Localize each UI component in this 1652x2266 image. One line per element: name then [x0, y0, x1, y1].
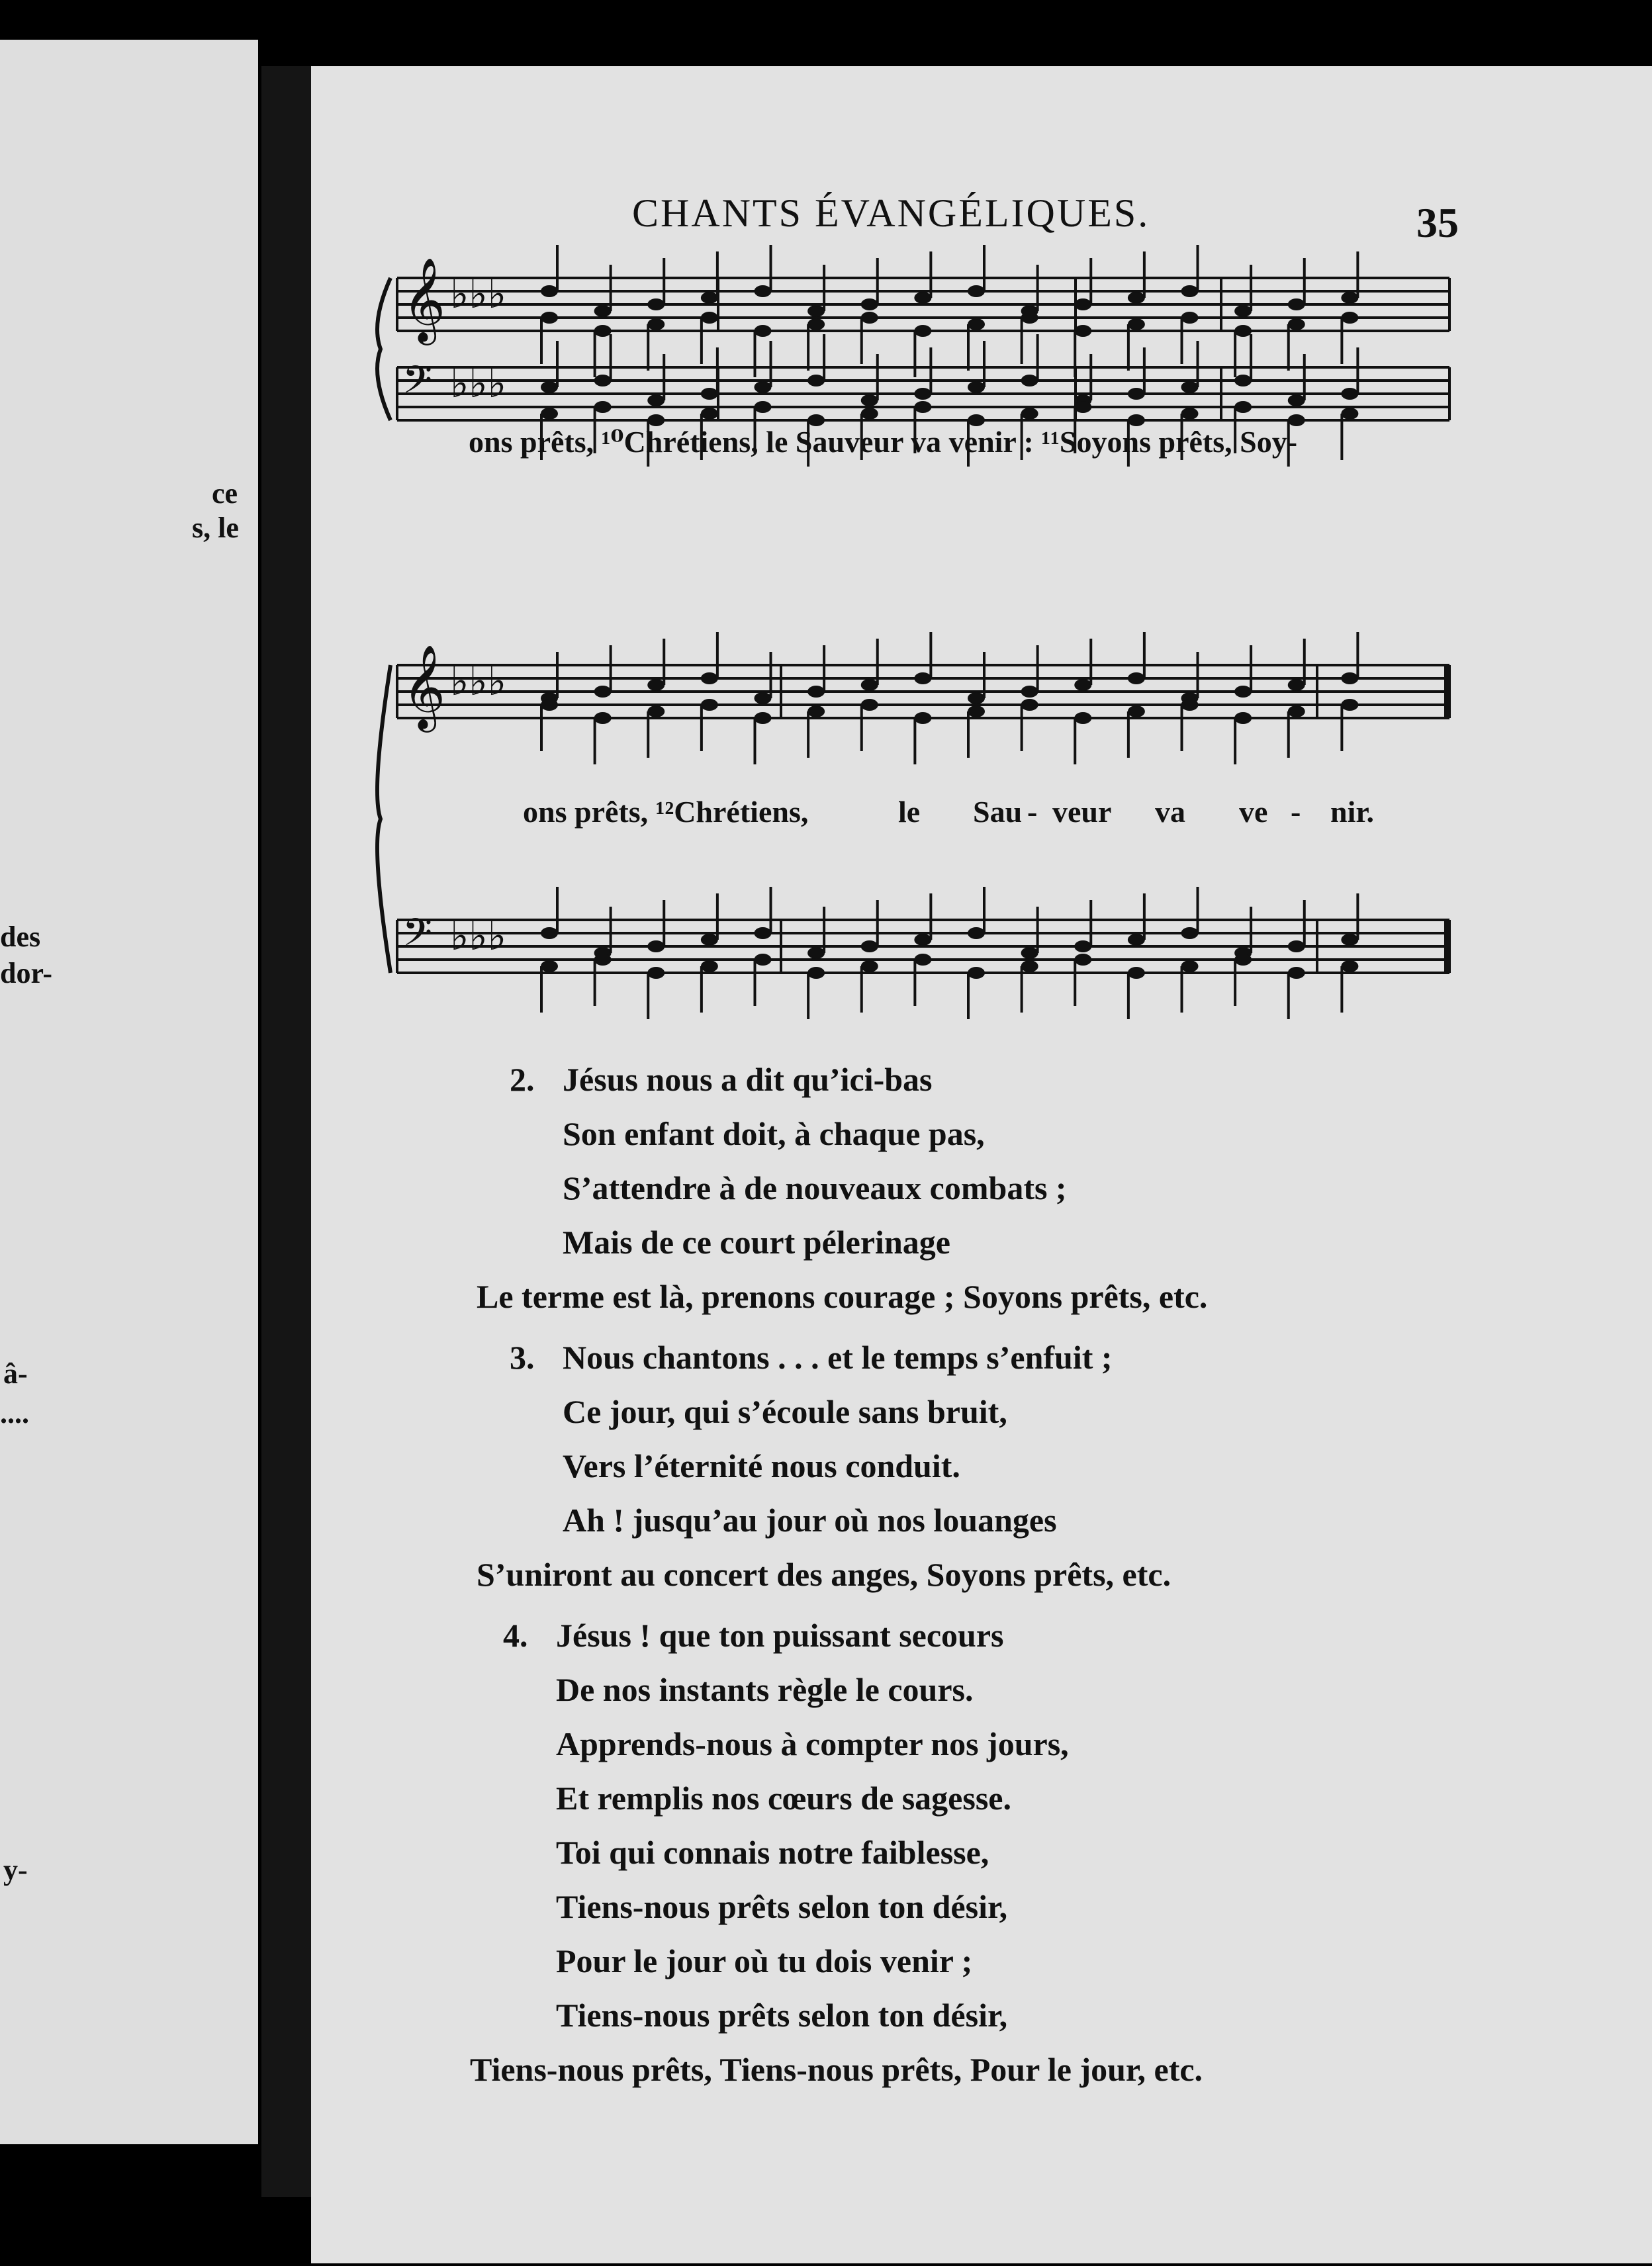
- lyric-syllable: -: [1027, 795, 1038, 829]
- note-head: [1021, 408, 1038, 420]
- note-head: [1234, 712, 1252, 724]
- note-head: [914, 712, 931, 724]
- note-head: [861, 408, 878, 420]
- note-head: [914, 934, 931, 946]
- note-head: [755, 692, 772, 704]
- note-head: [1288, 705, 1305, 717]
- treble-clef: 𝄞: [402, 257, 446, 341]
- note-head: [1128, 318, 1145, 330]
- bass-clef: 𝄢: [402, 357, 433, 412]
- note-head: [914, 388, 931, 400]
- left-fragment: ....: [0, 1397, 29, 1429]
- stanza-4: [470, 1608, 1203, 2097]
- note-head: [1288, 298, 1305, 310]
- note-head: [968, 692, 985, 704]
- lyric-syllable: le: [898, 795, 921, 829]
- note-head: [1128, 934, 1145, 946]
- note-head: [807, 967, 825, 979]
- stanza-number: 4.: [503, 1617, 528, 1654]
- note-head: [541, 312, 558, 324]
- left-fragment: ce: [212, 477, 238, 510]
- note-head: [807, 947, 825, 959]
- note-head: [755, 285, 772, 297]
- note-head: [1021, 686, 1038, 698]
- note-head: [1074, 940, 1091, 952]
- note-head: [1341, 672, 1358, 684]
- note-head: [594, 686, 612, 698]
- note-head: [701, 960, 718, 972]
- note-head: [968, 318, 985, 330]
- note-head: [914, 292, 931, 304]
- note-head: [1234, 686, 1252, 698]
- left-fragment: des: [0, 921, 41, 953]
- page-number: 35: [1416, 199, 1459, 246]
- note-head: [1128, 292, 1145, 304]
- note-head: [701, 699, 718, 711]
- note-head: [594, 401, 612, 413]
- note-head: [1234, 375, 1252, 386]
- verse-line: Pour le jour où tu dois venir ;: [556, 1942, 973, 1979]
- note-head: [1181, 381, 1199, 393]
- note-head: [861, 699, 878, 711]
- note-head: [755, 712, 772, 724]
- note-head: [594, 954, 612, 966]
- note-head: [1021, 312, 1038, 324]
- note-head: [1181, 312, 1199, 324]
- note-head: [1234, 305, 1252, 317]
- note-head: [541, 285, 558, 297]
- note-head: [968, 381, 985, 393]
- verse-line: Vers l’éternité nous conduit.: [563, 1447, 960, 1484]
- note-head: [1288, 940, 1305, 952]
- note-head: [647, 940, 665, 952]
- note-head: [914, 672, 931, 684]
- note-head: [1341, 312, 1358, 324]
- note-head: [647, 705, 665, 717]
- note-head: [701, 292, 718, 304]
- note-head: [1341, 388, 1358, 400]
- note-head: [968, 967, 985, 979]
- note-head: [1288, 394, 1305, 406]
- note-head: [1181, 699, 1199, 711]
- note-head: [1181, 408, 1199, 420]
- note-head: [1021, 699, 1038, 711]
- stanza-2: [477, 1052, 1208, 1324]
- note-head: [861, 312, 878, 324]
- note-head: [1128, 705, 1145, 717]
- note-head: [1128, 388, 1145, 400]
- note-head: [594, 325, 612, 337]
- bass-clef: 𝄢: [402, 910, 433, 964]
- verse-line: De nos instants règle le cours.: [556, 1671, 974, 1708]
- note-head: [755, 381, 772, 393]
- note-head: [1288, 679, 1305, 691]
- verse-line: Son enfant doit, à chaque pas,: [563, 1115, 985, 1152]
- key-signature: ♭♭♭: [450, 361, 506, 407]
- note-head: [1128, 672, 1145, 684]
- note-head: [914, 401, 931, 413]
- lyric-syllable: veur: [1052, 795, 1112, 829]
- note-head: [1234, 954, 1252, 966]
- note-head: [1181, 927, 1199, 939]
- note-head: [914, 325, 931, 337]
- stanza-number: 2.: [510, 1061, 535, 1098]
- note-head: [1074, 298, 1091, 310]
- final-barline: [1444, 665, 1451, 718]
- note-head: [1181, 960, 1199, 972]
- key-signature: ♭♭♭: [450, 271, 506, 318]
- note-head: [1341, 408, 1358, 420]
- page-title: CHANTS ÉVANGÉLIQUES.: [632, 191, 1150, 235]
- final-barline: [1444, 920, 1451, 973]
- note-head: [1021, 947, 1038, 959]
- note-head: [1288, 967, 1305, 979]
- verse-line: Mais de ce court pélerinage: [563, 1224, 950, 1261]
- note-head: [1341, 960, 1358, 972]
- note-head: [647, 967, 665, 979]
- note-head: [1074, 679, 1091, 691]
- stanza-number: 3.: [510, 1339, 535, 1376]
- note-head: [807, 318, 825, 330]
- verse-line: Ah ! jusqu’au jour où nos louanges: [563, 1502, 1057, 1539]
- note-head: [968, 705, 985, 717]
- verse-line: Apprends-nous à compter nos jours,: [556, 1725, 1069, 1762]
- verse-line: Toi qui connais notre faiblesse,: [556, 1834, 989, 1871]
- note-head: [541, 699, 558, 711]
- note-head: [968, 285, 985, 297]
- note-head: [701, 672, 718, 684]
- note-head: [594, 712, 612, 724]
- note-head: [701, 312, 718, 324]
- note-head: [861, 960, 878, 972]
- note-head: [1128, 967, 1145, 979]
- left-fragment: dor-: [0, 957, 53, 989]
- note-head: [755, 954, 772, 966]
- note-head: [1288, 318, 1305, 330]
- note-head: [541, 960, 558, 972]
- note-head: [1234, 401, 1252, 413]
- note-head: [701, 934, 718, 946]
- note-head: [1341, 699, 1358, 711]
- verse-line: Le terme est là, prenons courage ; Soyons prêts, etc.: [477, 1278, 1208, 1315]
- verse-line: Jésus nous a dit qu’ici-bas: [563, 1061, 933, 1098]
- system-brace: [377, 278, 390, 420]
- note-head: [1021, 375, 1038, 386]
- note-head: [701, 408, 718, 420]
- note-head: [647, 394, 665, 406]
- note-head: [541, 381, 558, 393]
- note-head: [541, 927, 558, 939]
- note-head: [914, 954, 931, 966]
- note-head: [807, 705, 825, 717]
- lyric-syllable: nir.: [1330, 795, 1375, 829]
- note-head: [1021, 960, 1038, 972]
- note-head: [755, 401, 772, 413]
- verse-line: Ce jour, qui s’écoule sans bruit,: [563, 1393, 1007, 1430]
- note-head: [647, 318, 665, 330]
- note-head: [541, 408, 558, 420]
- note-head: [807, 686, 825, 698]
- lyrics-line-1: ons prêts, ¹⁰Chrétiens, le Sauveur va venir : ¹¹Soyons prêts, Soy-: [469, 425, 1298, 459]
- verse-line: Et remplis nos cœurs de sagesse.: [556, 1780, 1011, 1817]
- note-head: [647, 298, 665, 310]
- system-brace: [377, 665, 390, 973]
- note-head: [861, 940, 878, 952]
- note-head: [755, 325, 772, 337]
- lyric-syllable: ve: [1239, 795, 1268, 829]
- treble-clef: 𝄞: [402, 644, 446, 729]
- note-head: [807, 375, 825, 386]
- key-signature: ♭♭♭: [450, 913, 506, 960]
- left-fragment: y-: [3, 1854, 28, 1886]
- note-head: [1074, 954, 1091, 966]
- note-head: [807, 305, 825, 317]
- verse-line: Tiens-nous prêts, Tiens-nous prêts, Pour le jour, etc.: [470, 2051, 1203, 2088]
- lyric-syllable: ons prêts, ¹²Chrétiens,: [523, 795, 809, 829]
- note-head: [1074, 325, 1091, 337]
- verse-line: Jésus ! que ton puissant secours: [556, 1617, 1004, 1654]
- verse-line: S’uniront au concert des anges, Soyons prêts, etc.: [477, 1556, 1171, 1593]
- note-head: [594, 305, 612, 317]
- key-signature: ♭♭♭: [450, 658, 506, 705]
- left-fragment: â-: [3, 1357, 28, 1390]
- note-head: [968, 927, 985, 939]
- note-head: [755, 927, 772, 939]
- note-head: [1234, 325, 1252, 337]
- note-head: [594, 375, 612, 386]
- verse-line: S’attendre à de nouveaux combats ;: [563, 1169, 1067, 1206]
- note-head: [1074, 712, 1091, 724]
- verse-line: Tiens-nous prêts selon ton désir,: [556, 1888, 1008, 1925]
- note-head: [1341, 292, 1358, 304]
- note-head: [861, 679, 878, 691]
- note-head: [647, 679, 665, 691]
- verse-line: Nous chantons . . . et le temps s’enfuit ;: [563, 1339, 1113, 1376]
- note-head: [701, 388, 718, 400]
- note-head: [861, 298, 878, 310]
- note-head: [1181, 285, 1199, 297]
- note-head: [1074, 401, 1091, 413]
- verse-line: Tiens-nous prêts selon ton désir,: [556, 1997, 1008, 2034]
- note-head: [1341, 934, 1358, 946]
- lyric-syllable: Sau: [973, 795, 1023, 829]
- lyric-syllable: va: [1155, 795, 1185, 829]
- left-fragment: s, le: [192, 512, 239, 544]
- note-head: [861, 394, 878, 406]
- stanza-3: [477, 1330, 1171, 1602]
- lyric-syllable: -: [1291, 795, 1301, 829]
